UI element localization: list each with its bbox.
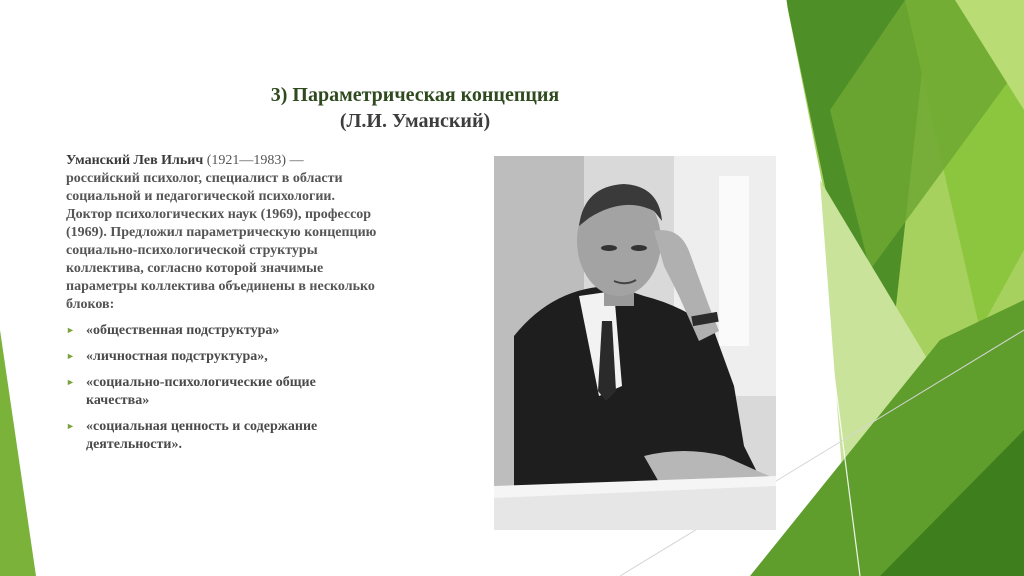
bullet-arrow-icon: ►: [66, 377, 75, 387]
title-line-2: (Л.И. Уманский): [339, 110, 491, 132]
list-item: ► «социально-психологические общие качества»: [66, 375, 316, 408]
body-text: [66, 152, 378, 462]
bullet-arrow-icon: ►: [66, 421, 75, 431]
intro-paragraph: [66, 152, 378, 314]
list-item: ► «общественная подструктура»: [66, 323, 280, 338]
biography-text: российский психолог, специалист в области социальной и педагогической психологии. Доктор психологических наук (1969), профессор (1969). Предложил параметрическую концепцию социально-психологической структуры коллектива, согласно которой значимые параметры коллектива объединены в несколько блоков:: [66, 171, 377, 312]
slide-title: [180, 82, 650, 134]
list-item: ► «социальная ценность и содержание деятельности».: [66, 419, 318, 452]
portrait-photo: [494, 156, 776, 530]
bullet-arrow-icon: ►: [66, 351, 75, 361]
person-name: Уманский Лев Ильич: [66, 153, 204, 168]
bullet-list: [66, 322, 378, 454]
left-green-facet: [0, 330, 36, 576]
life-years: (1921—1983) —: [203, 153, 304, 168]
title-line-1: 3) Параметрическая концепция: [270, 84, 560, 106]
list-item: ► «личностная подструктура»,: [66, 349, 268, 364]
bullet-arrow-icon: ►: [66, 325, 75, 335]
